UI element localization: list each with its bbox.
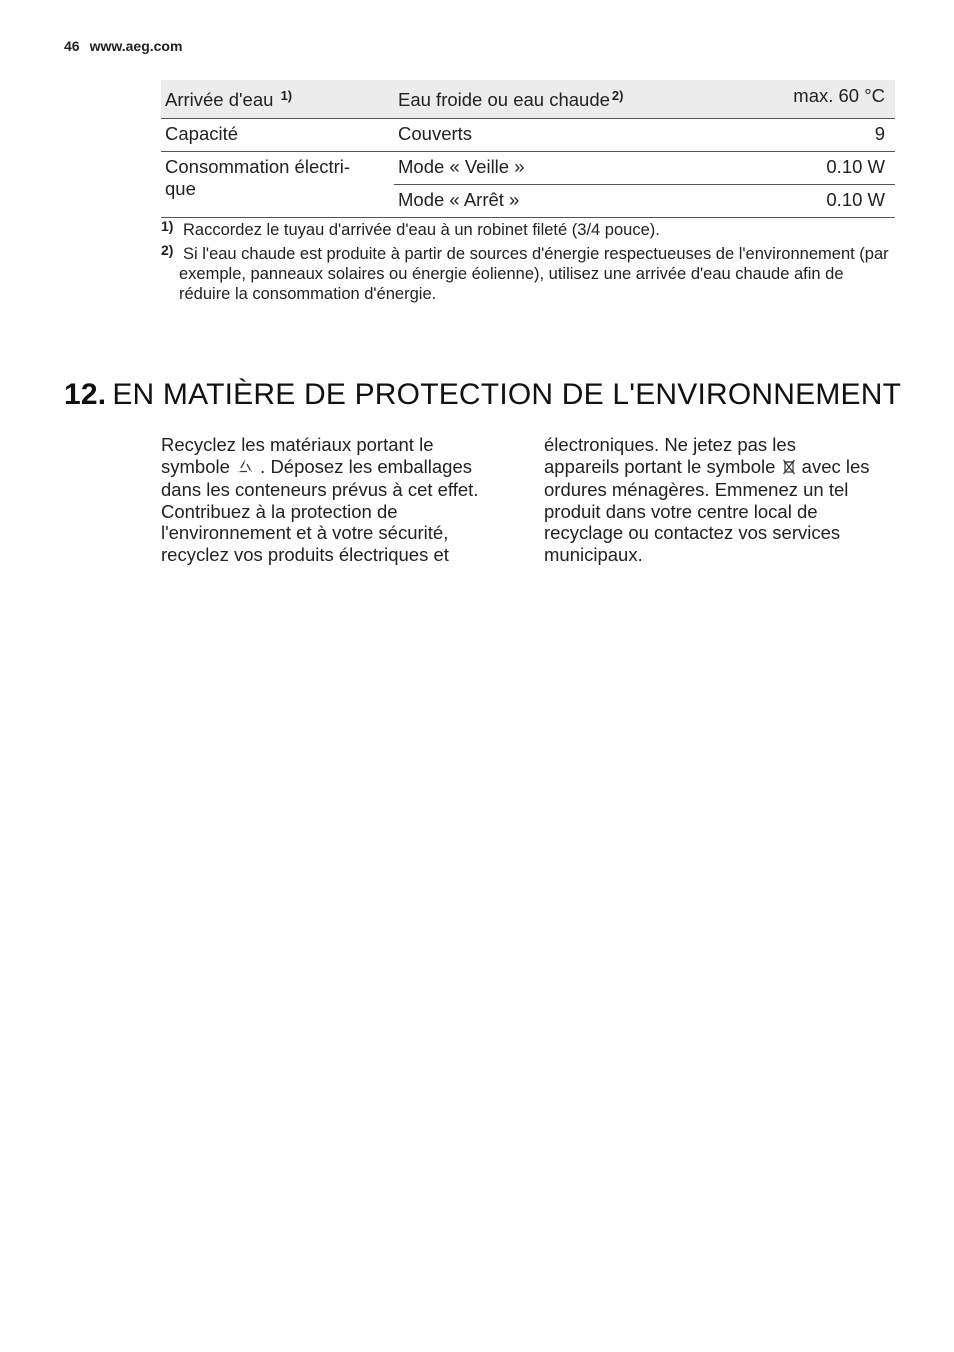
row-value: 0.10 W xyxy=(706,152,895,185)
table-row xyxy=(161,152,895,185)
row-desc: Couverts xyxy=(394,119,706,152)
page-number: 46 xyxy=(64,38,80,54)
recycle-icon xyxy=(237,458,253,480)
site-url: www.aeg.com xyxy=(89,38,183,54)
footnote-text: Raccordez le tuyau d'arrivée d'eau à un robinet fileté (3/4 pouce). xyxy=(183,221,660,239)
row-label: Capacité xyxy=(161,119,394,152)
row-value: 9 xyxy=(706,119,895,152)
footnote-mark: 2) xyxy=(161,242,174,258)
footnote-ref: 2) xyxy=(611,88,624,103)
paragraph: Recyclez les matériaux portant le symbole . Déposez les emballages dans les conteneurs prévus à cet effet. xyxy=(161,434,479,500)
table-row xyxy=(161,119,895,152)
row-value: 0.10 W xyxy=(706,185,895,218)
text-column-right xyxy=(544,434,874,565)
row-desc: Mode « Veille » xyxy=(394,152,706,185)
footnotes xyxy=(161,220,895,308)
section-number: 12. xyxy=(64,378,107,411)
section-title xyxy=(64,378,901,412)
spec-table xyxy=(161,80,895,218)
footnote xyxy=(161,220,895,240)
section-heading: EN MATIÈRE DE PROTECTION DE L'ENVIRONNEMENT xyxy=(112,378,902,411)
crossed-bin-icon xyxy=(783,458,795,480)
row-value: max. 60 °C xyxy=(706,80,895,119)
text-column-left xyxy=(161,434,491,565)
row-desc: Eau froide ou eau chaude $^{2)}$ xyxy=(394,80,706,119)
page-header xyxy=(64,38,182,54)
row-label: Arrivée d'eau $^{1)}$ xyxy=(161,80,394,119)
paragraph: électroniques. Ne jetez pas les appareils portant le symbole avec les ordures ménagères. Emmenez un tel produit dans votre centre local de recyclage ou contactez vos services municipaux. xyxy=(544,434,870,565)
footnote xyxy=(161,244,895,304)
row-desc: Mode « Arrêt » xyxy=(394,185,706,218)
footnote-text: Si l'eau chaude est produite à partir de sources d'énergie respectueuses de l'environnement (par exemple, panneaux solaires ou énergie éolienne), utilisez une arrivée d'eau chaude afin de réduire la consommation d'énergie. xyxy=(179,245,889,303)
row-label: Consommation électri- que xyxy=(161,152,394,218)
footnote-ref: 1) xyxy=(280,88,293,103)
table-row xyxy=(161,80,895,119)
footnote-mark: 1) xyxy=(161,218,174,234)
paragraph: Contribuez à la protection de l'environnement et à votre sécurité, recyclez vos produits électriques et xyxy=(161,500,449,565)
